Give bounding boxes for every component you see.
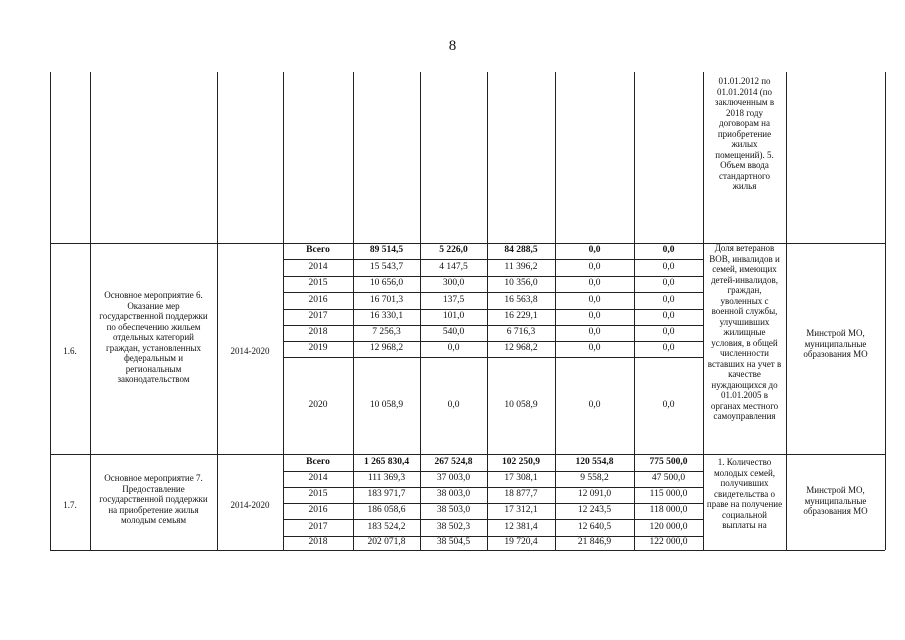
value-cell: 0,0 bbox=[447, 399, 460, 410]
row-border bbox=[283, 325, 703, 326]
row-border bbox=[283, 341, 703, 342]
value-cell: 122 000,0 bbox=[649, 537, 688, 547]
year-cell: 2019 bbox=[308, 343, 328, 353]
column-border bbox=[885, 72, 886, 550]
value-cell: 7 256,3 bbox=[372, 327, 401, 337]
value-cell: 101,0 bbox=[442, 311, 465, 321]
row-border bbox=[283, 503, 703, 504]
row-border bbox=[283, 471, 703, 472]
measure-name: Основное мероприятие 6. Оказание мер государственной поддержки по обеспечению жильем отдельных категорий граждан, установленных федеральным и региональным законодательством bbox=[99, 290, 208, 384]
value-cell: 1 265 830,4 bbox=[363, 456, 410, 467]
value-cell: 11 396,2 bbox=[504, 261, 538, 272]
value-cell: 120 000,0 bbox=[649, 521, 688, 532]
section-border bbox=[50, 454, 885, 455]
value-cell: 0,0 bbox=[588, 294, 601, 305]
year-cell: 2020 bbox=[308, 399, 328, 410]
value-cell: 4 147,5 bbox=[439, 261, 468, 272]
value-cell: 111 369,3 bbox=[367, 473, 406, 483]
value-cell: 5 226,0 bbox=[439, 245, 468, 255]
year-cell: Всего bbox=[306, 245, 330, 255]
value-cell: 0,0 bbox=[588, 245, 601, 255]
row-border bbox=[283, 292, 703, 293]
year-cell: 2015 bbox=[308, 489, 328, 499]
value-cell: 6 716,3 bbox=[506, 327, 536, 337]
year-cell: 2015 bbox=[308, 278, 328, 288]
page-number: 8 bbox=[448, 38, 457, 54]
value-cell: 12 091,0 bbox=[577, 489, 612, 499]
value-cell: 17 312,1 bbox=[504, 505, 538, 515]
value-cell: 102 250,9 bbox=[502, 456, 540, 467]
value-cell: 9 558,2 bbox=[580, 473, 609, 483]
value-cell: 38 504,5 bbox=[436, 537, 471, 547]
value-cell: 0,0 bbox=[588, 327, 601, 337]
indicator-cell: Доля ветеранов ВОВ, инвалидов и семей, имеющих детей-инвалидов, граждан, уволенных с военной службы, улучшивших жилищные условия, в общей численности вставших на учет в качестве нуждающихся до 01.01.2005 в органах местного самоуправления bbox=[707, 243, 782, 421]
value-cell: 47 500,0 bbox=[651, 473, 686, 483]
value-cell: 775 500,0 bbox=[649, 456, 688, 467]
column-border bbox=[786, 72, 787, 550]
value-cell: 115 000,0 bbox=[649, 489, 688, 499]
value-cell: 38 502,3 bbox=[436, 521, 471, 532]
value-cell: 19 720,4 bbox=[504, 537, 538, 547]
value-cell: 0,0 bbox=[588, 311, 601, 321]
value-cell: 0,0 bbox=[662, 261, 675, 272]
column-border bbox=[217, 72, 218, 550]
value-cell: 120 554,8 bbox=[575, 456, 614, 467]
value-cell: 183 971,7 bbox=[367, 489, 406, 499]
year-cell: 2018 bbox=[308, 537, 328, 547]
value-cell: 137,5 bbox=[442, 294, 465, 305]
value-cell: 202 071,8 bbox=[367, 537, 406, 547]
value-cell: 0,0 bbox=[588, 399, 601, 410]
year-cell: 2014 bbox=[308, 473, 328, 483]
value-cell: 15 543,7 bbox=[369, 261, 404, 272]
year-cell: 2014 bbox=[308, 261, 328, 272]
value-cell: 0,0 bbox=[662, 278, 675, 288]
row-border bbox=[283, 519, 703, 520]
value-cell: 118 000,0 bbox=[649, 505, 688, 515]
value-cell: 540,0 bbox=[442, 327, 465, 337]
value-cell: 12 968,2 bbox=[369, 343, 404, 353]
row-border bbox=[283, 487, 703, 488]
value-cell: 89 514,5 bbox=[369, 245, 404, 255]
table-bottom-border bbox=[50, 550, 885, 551]
value-cell: 0,0 bbox=[662, 311, 675, 321]
value-cell: 16 330,1 bbox=[369, 311, 404, 321]
value-cell: 16 229,1 bbox=[504, 311, 538, 321]
period-cell: 2014-2020 bbox=[230, 500, 270, 510]
value-cell: 38 003,0 bbox=[436, 489, 471, 499]
value-cell: 300,0 bbox=[442, 278, 465, 288]
value-cell: 37 003,0 bbox=[436, 473, 471, 483]
value-cell: 12 968,2 bbox=[504, 343, 538, 353]
value-cell: 84 288,5 bbox=[504, 245, 538, 255]
value-cell: 10 356,0 bbox=[504, 278, 538, 288]
value-cell: 17 308,1 bbox=[504, 473, 538, 483]
value-cell: 16 701,3 bbox=[369, 294, 404, 305]
value-cell: 18 877,7 bbox=[504, 489, 538, 499]
year-cell: 2017 bbox=[308, 521, 328, 532]
column-border bbox=[90, 72, 91, 550]
value-cell: 0,0 bbox=[662, 245, 675, 255]
year-cell: Всего bbox=[306, 456, 330, 467]
value-cell: 10 058,9 bbox=[504, 399, 538, 410]
indicator-cell-top: 01.01.2012 по 01.01.2014 (по заключенным в 2018 году договорам на приобретение жилых помещений). 5. Объем ввода стандартного жилья bbox=[714, 76, 775, 191]
value-cell: 0,0 bbox=[588, 278, 601, 288]
value-cell: 0,0 bbox=[447, 343, 460, 353]
value-cell: 0,0 bbox=[662, 343, 675, 353]
period-cell: 2014-2020 bbox=[230, 346, 270, 356]
row-border bbox=[283, 259, 703, 260]
value-cell: 16 563,8 bbox=[504, 294, 538, 305]
value-cell: 10 656,0 bbox=[369, 278, 404, 288]
value-cell: 12 243,5 bbox=[577, 505, 612, 515]
row-border bbox=[283, 309, 703, 310]
year-cell: 2017 bbox=[308, 311, 328, 321]
executor-cell: Минстрой МО, муниципальные образования МО bbox=[803, 485, 868, 516]
measure-name: Основное мероприятие 7. Предоставление государственной поддержки на приобретение жилья молодым семьям bbox=[99, 473, 208, 525]
column-border bbox=[50, 72, 51, 550]
value-cell: 0,0 bbox=[662, 327, 675, 337]
value-cell: 0,0 bbox=[588, 261, 601, 272]
value-cell: 267 524,8 bbox=[434, 456, 473, 467]
row-border bbox=[283, 276, 703, 277]
year-cell: 2016 bbox=[308, 505, 328, 515]
value-cell: 183 524,2 bbox=[367, 521, 406, 532]
column-border bbox=[703, 72, 704, 550]
value-cell: 186 058,6 bbox=[367, 505, 406, 515]
executor-cell: Минстрой МО, муниципальные образования МО bbox=[803, 328, 868, 359]
row-number: 1.7. bbox=[63, 500, 77, 510]
value-cell: 10 058,9 bbox=[369, 399, 404, 410]
value-cell: 0,0 bbox=[662, 294, 675, 305]
value-cell: 21 846,9 bbox=[577, 537, 612, 547]
value-cell: 38 503,0 bbox=[436, 505, 471, 515]
value-cell: 0,0 bbox=[588, 343, 601, 353]
year-cell: 2016 bbox=[308, 294, 328, 305]
indicator-cell: 1. Количество молодых семей, получивших свидетельства о праве на получение социальной выплаты на bbox=[706, 457, 783, 530]
year-cell: 2018 bbox=[308, 327, 328, 337]
value-cell: 12 381,4 bbox=[504, 521, 538, 532]
value-cell: 12 640,5 bbox=[577, 521, 612, 532]
value-cell: 0,0 bbox=[662, 399, 675, 410]
row-border bbox=[283, 357, 703, 358]
row-number: 1.6. bbox=[63, 346, 77, 356]
